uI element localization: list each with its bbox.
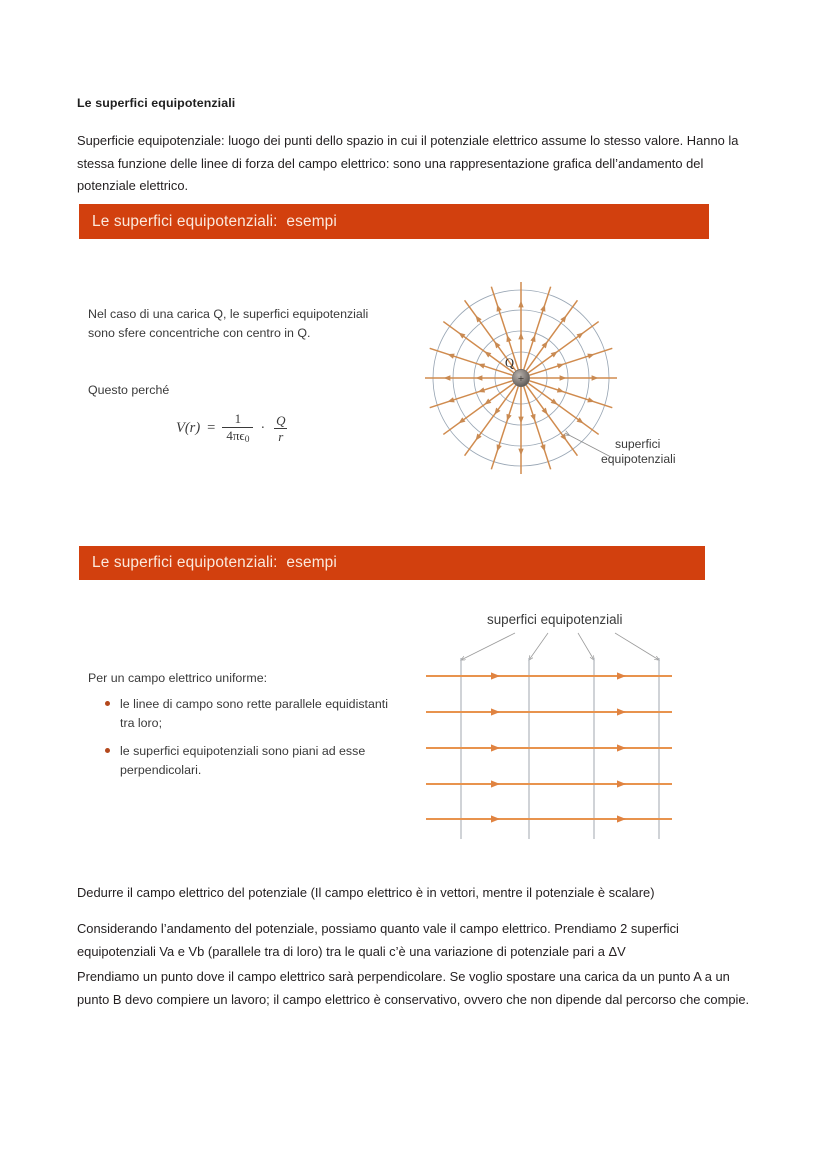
- point-charge-diagram: [415, 272, 715, 477]
- section-banner-2-label: Le superfici equipotenziali: esempi: [92, 554, 337, 571]
- uniform-field-lines: [426, 672, 672, 822]
- potential-formula: [176, 412, 290, 446]
- section-banner-2: [79, 546, 705, 580]
- uniform-leader-lines: [461, 633, 659, 660]
- example-1-body: Nel caso di una carica Q, le superfici equipotenziali sono sfere concentriche con centro in Q.: [88, 307, 369, 340]
- example-2-intro: Per un campo elettrico uniforme:: [88, 671, 268, 685]
- formula-denominator-1: [222, 427, 253, 446]
- formula-numerator-2: Q: [276, 412, 286, 428]
- example-2-bullet-list: [104, 695, 394, 789]
- charge-sign: +: [517, 373, 525, 386]
- page-title: Le superfici equipotenziali: [77, 96, 236, 110]
- section-banner-1: [79, 204, 709, 239]
- example-1-body-2: Questo perché: [88, 383, 170, 397]
- formula-denominator-1-main: 4πϵ: [226, 427, 245, 443]
- formula-numerator-1: 1: [234, 411, 242, 426]
- callout-line-1: superfici: [615, 437, 661, 451]
- formula-denominator-1-sub: 0: [244, 434, 250, 445]
- charge-label: Q: [505, 356, 515, 370]
- outro-paragraph-3: Prendiamo un punto dove il campo elettrico sarà perpendicolare. Se voglio spostare una carica da un punto A a un punto B devo compiere un lavoro; il campo elettrico è conservativo, ovvero che non dipende dal percorso che compie.: [77, 969, 750, 1007]
- bullet-icon: [105, 701, 110, 706]
- uniform-diagram-label: superfici equipotenziali: [487, 612, 623, 627]
- list-item: [104, 695, 394, 733]
- section-banner-1-label: Le superfici equipotenziali: esempi: [92, 212, 337, 230]
- uniform-field-diagram: [410, 600, 710, 850]
- formula-denominator-2: r: [274, 428, 287, 444]
- outro-paragraph-2: Considerando l’andamento del potenziale, possiamo quanto vale il campo elettrico. Prendiamo 2 superfici equipotenziali Va e Vb (parallele tra di loro) tra le quali c’è una variazione di potenziale pari a ΔV: [77, 921, 679, 959]
- bullet-icon: [105, 748, 110, 753]
- callout-line-2: equipotenziali: [601, 452, 676, 466]
- intro-paragraph: Superficie equipotenziale: luogo dei punti dello spazio in cui il potenziale elettrico assume lo stesso valore. Hanno la stessa funzione delle linee di forza del campo elettrico: sono una rappresentazione grafica dell’andamento del potenziale elettrico.: [77, 133, 739, 193]
- formula-lhs: V(r): [176, 420, 201, 437]
- point-charge: [512, 369, 529, 386]
- formula-equals: =: [207, 420, 216, 437]
- formula-fraction-2: [272, 414, 289, 444]
- formula-operator: ·: [260, 420, 266, 436]
- formula-fraction-1: [222, 412, 253, 446]
- list-item: [104, 742, 394, 780]
- outro-paragraph-1: Dedurre il campo elettrico del potenziale (Il campo elettrico è in vettori, mentre il potenziale è scalare): [77, 885, 655, 900]
- list-item-label: le superfici equipotenziali sono piani ad esse perpendicolari.: [120, 744, 366, 777]
- list-item-label: le linee di campo sono rette parallele equidistanti tra loro;: [120, 697, 388, 730]
